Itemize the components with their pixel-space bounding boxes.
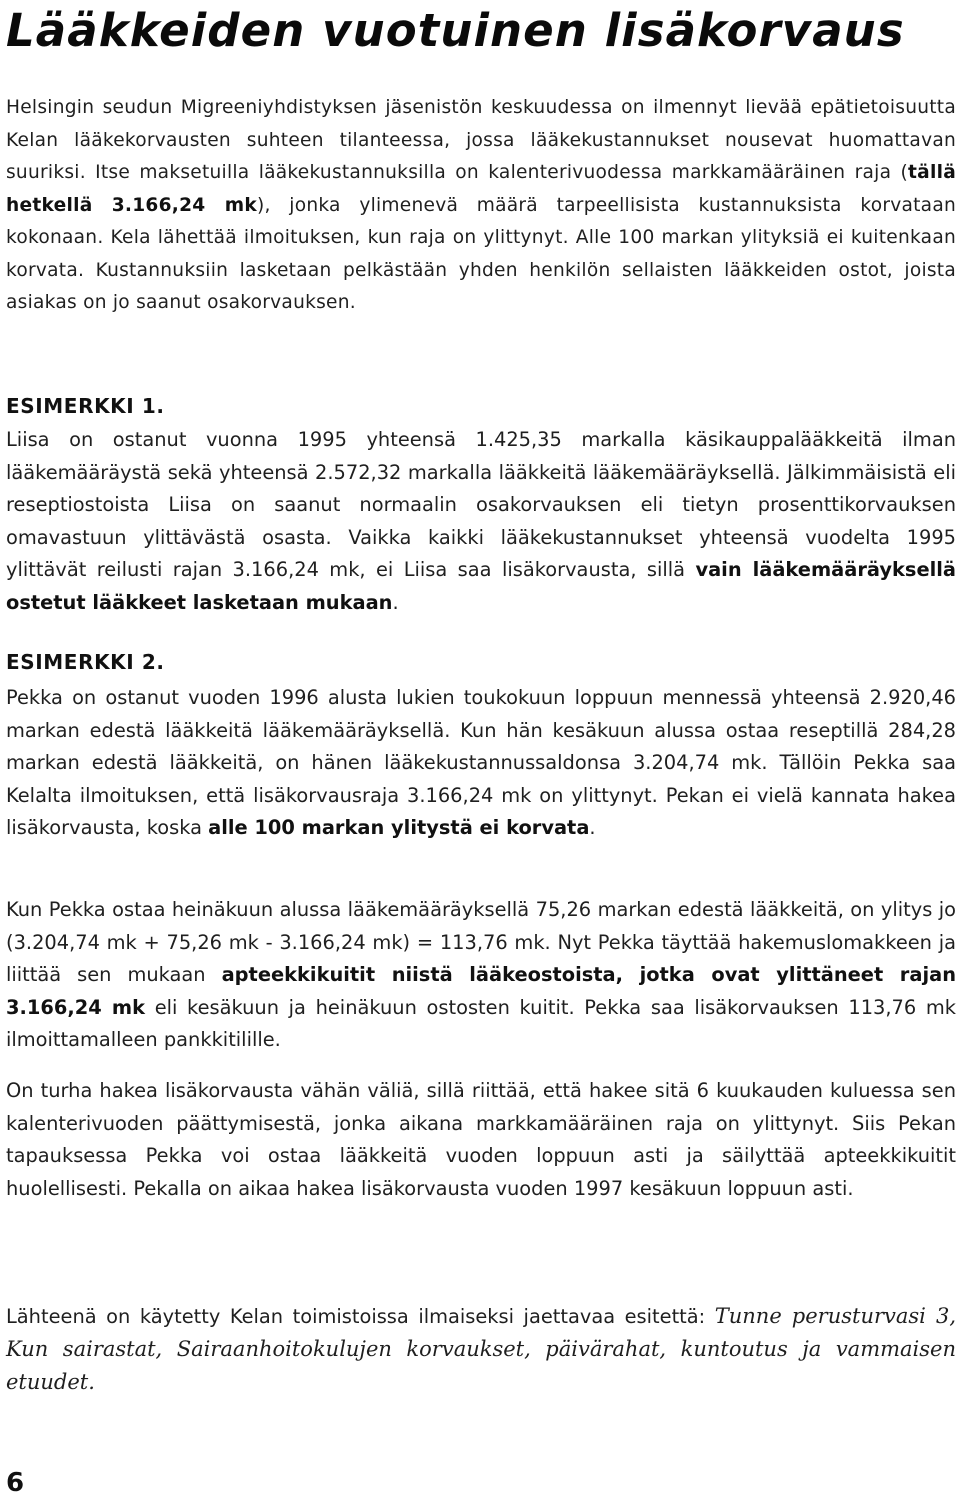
page-number: 6 <box>6 1468 25 1498</box>
intro-paragraph <box>6 92 956 320</box>
intro-limit-emphasis: tällä hetkellä 3.166,24 mk <box>6 162 956 216</box>
example-2-paragraph-1 <box>6 682 956 845</box>
example-2-p1-text-2: . <box>589 816 596 839</box>
example-1-text-2: . <box>392 590 399 614</box>
source-publication-title: Tunne perusturvasi 3, Kun sairastat, Sairaanhoitokulujen korvaukset, päivärahat, kuntoutus ja vammaisen etuudet. <box>6 1304 956 1394</box>
example-2-paragraph-2 <box>6 894 956 1057</box>
source-text: Lähteenä on käytetty Kelan toimistoissa ilmaiseksi jaettavaa esitettä: <box>6 1305 715 1328</box>
example-2-heading: ESIMERKKI 2. <box>6 650 165 674</box>
example-2-p2-text-2: eli kesäkuun ja heinäkuun ostosten kuitit. Pekka saa lisäkorvauksen 113,76 mk ilmoittamalleen pankkitilille. <box>6 995 956 1051</box>
intro-text-1: Helsingin seudun Migreeniyhdistyksen jäsenistön keskuudessa on ilmennyt lievää epätietoisuutta Kelan lääkekorvausten suhteen tilanteessa, jossa lääkekustannukset nousevat huomattavan suuriksi. Itse maksetuilla lääkekustannuksilla on kalenterivuodessa markkamääräinen raja ( <box>6 97 956 183</box>
intro-text-2: ), jonka ylimenevä määrä tarpeellisista kustannuksista korvataan kokonaan. Kela lähettää ilmoituksen, kun raja on ylittynyt. Alle 100 markan ylityksiä ei kuitenkaan korvata. Kustannuksiin lasketaan pelkästään yhden henkilön sellaisten lääkkeiden ostot, joista asiakas on jo saanut osakorvauksen. <box>6 194 956 313</box>
example-1-text-1: Liisa on ostanut vuonna 1995 yhteensä 1.425,35 markalla käsikauppalääkkeitä ilman lääkemääräystä sekä yhteensä 2.572,32 markalla lääkkeitä lääkemääräyksellä. Jälkimmäisistä eli reseptiostoista Liisa on saanut normaalin osakorvauksen eli tietyn prosenttikorvauksen omavastuun ylittävästä osasta. Vaikka kaikki lääkekustannukset yhteensä vuodelta 1995 ylittävät reilusti rajan 3.166,24 mk, ei Liisa saa lisäkorvausta, sillä <box>6 428 956 581</box>
example-1-emphasis: vain lääkemääräyksellä ostetut lääkkeet lasketaan mukaan <box>6 558 956 614</box>
example-1-heading: ESIMERKKI 1. <box>6 394 165 418</box>
example-1-paragraph <box>6 424 956 619</box>
example-2-p1-text-1: Pekka on ostanut vuoden 1996 alusta lukien toukokuun loppuun mennessä yhteensä 2.920,46 markan edestä lääkkeitä lääkemääräyksellä. Kun hän kesäkuun alussa ostaa reseptillä 284,28 markan edestä lääkkeitä, on hänen lääkekustannussaldonsa 3.204,74 mk. Tällöin Pekka saa Kelalta ilmoituksen, että lisäkorvausraja 3.166,24 mk on ylittynyt. Pekan ei vielä kannata hakea lisäkorvausta, koska <box>6 686 956 839</box>
example-2-p1-emphasis: alle 100 markan ylitystä ei korvata <box>208 816 590 839</box>
page-title: Lääkkeiden vuotuinen lisäkorvaus <box>6 4 905 57</box>
example-2-p2-emphasis: apteekkikuitit niistä lääkeostoista, jotka ovat ylittäneet rajan 3.166,24 mk <box>6 963 956 1019</box>
example-2-paragraph-3: On turha hakea lisäkorvausta vähän väliä, sillä riittää, että hakee sitä 6 kuukauden kuluessa sen kalenterivuoden päättymisestä, jonka aikana markkamääräinen raja on ylittynyt. Siis Pekan tapauksessa Pekka voi ostaa lääkkeitä vuoden loppuun asti ja säilyttää apteekkikuitit huolellisesti. Pekalla on aikaa hakea lisäkorvausta vuoden 1997 kesäkuun loppuun asti. <box>6 1079 956 1200</box>
example-2-p2-text-1: Kun Pekka ostaa heinäkuun alussa lääkemääräyksellä 75,26 markan edestä lääkkeitä, on ylitys jo (3.204,74 mk + 75,26 mk - 3.166,24 mk) = 113,76 mk. Nyt Pekka täyttää hakemuslomakkeen ja liittää sen mukaan <box>6 898 956 986</box>
source-note <box>6 1300 956 1399</box>
